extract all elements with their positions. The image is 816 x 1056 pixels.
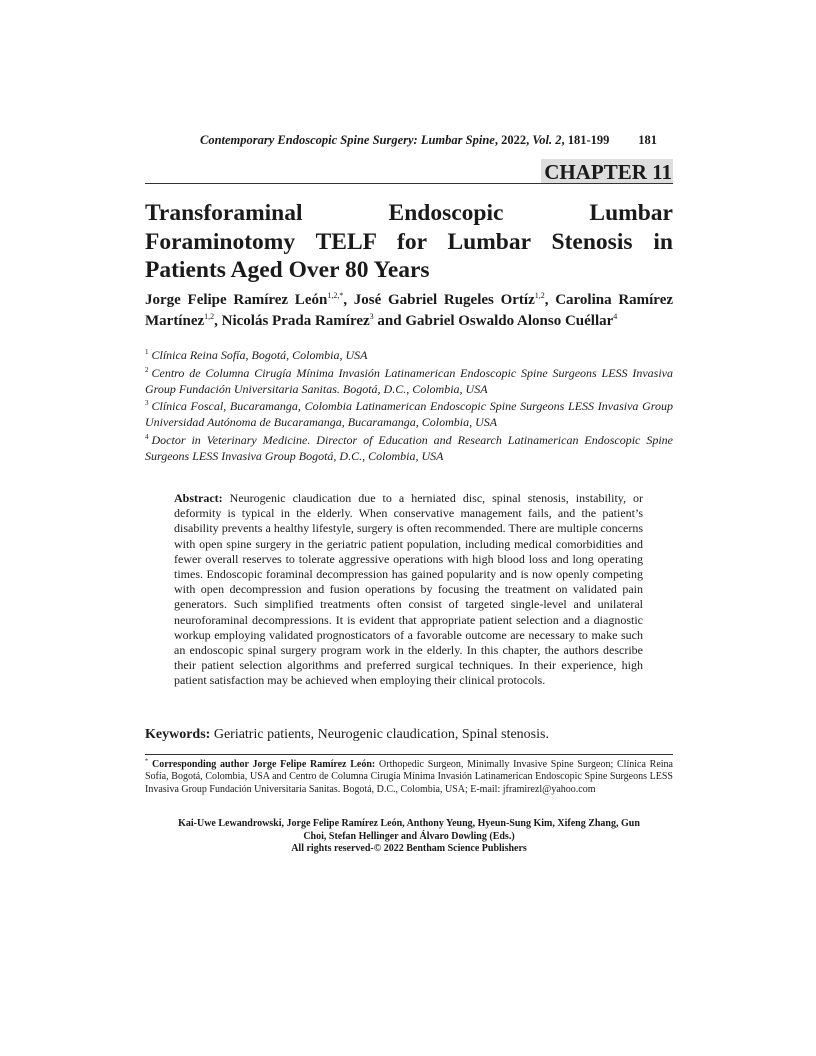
affiliation-text: Centro de Columna Cirugía Mínima Invasión Latinamerican Endoscopic Spine Surgeons LESS Invasiva Group Fundación Universitaria Sanitas. Bogotá, D.C., Colombia, USA (145, 365, 673, 396)
footnote-mark: * (145, 757, 149, 765)
abstract-label: Abstract: (174, 491, 223, 505)
author-affiliation-mark: 1,2 (534, 291, 545, 300)
chapter-divider (145, 183, 673, 184)
affiliation (145, 398, 673, 430)
affiliation-text: Clínica Foscal, Bucaramanga, Colombia Latinamerican Endoscopic Spine Surgeons LESS Invasiva Group Universidad Autónoma de Bucaramanga, Bucaramanga, Colombia, USA (145, 399, 673, 429)
affiliation-number: 1 (145, 348, 149, 356)
abstract-text: Neurogenic claudication due to a herniated disc, spinal stenosis, instability, or deformity is typical in the elderly. When conservative management fails, and the patient’s disability prevents a healthy lifestyle, surgery is often recommended. There are multiple concerns with open spine surgery in the geriatric patient population, including medical comorbidities and fewer overall reserves to tolerate aggressive operations with high blood loss and long operating times. Endoscopic foraminal decompression has gained popularity and is now openly competing with open decompression and fusion operations by focusing the treatment on validated pain generators. Such simplified treatments often consist of targeted single-level and unilateral neuroforaminal decompressions. It is evident that appropriate patient selection and a diagnostic workup employing validated prognosticators of a favorable outcome are necessary to make such an endoscopic spinal surgery program work in the elderly. In this chapter, the authors describe their patient selection algorithms and preferred surgical techniques. In their experience, high patient satisfaction may be achieved when employing their clinical protocols. (174, 491, 643, 688)
author-affiliation-mark: 4 (613, 312, 618, 321)
author-name: José Gabriel Rugeles Ortíz (353, 292, 535, 308)
journal-pages: , 181-199 (561, 133, 610, 147)
affiliation-text: Clínica Reina Sofía, Bogotá, Colombia, USA (151, 348, 368, 362)
author-affiliation-mark: 3 (369, 312, 374, 321)
editors-block (170, 818, 648, 856)
footnote-divider (145, 754, 673, 755)
keywords (145, 727, 673, 743)
keywords-label: Keywords: (145, 727, 211, 742)
author-affiliation-mark: 1,2,* (327, 291, 344, 300)
affiliation (145, 432, 673, 464)
journal-title: Contemporary Endoscopic Spine Surgery: Lumbar Spine (200, 133, 495, 147)
author-separator: and (373, 313, 406, 329)
chapter-label: CHAPTER 11 (541, 159, 673, 183)
affiliation-number: 4 (145, 432, 149, 441)
author-separator: , (343, 292, 354, 308)
title-line: Transforaminal Endoscopic Lumbar (145, 200, 673, 226)
affiliation-list (145, 347, 673, 465)
journal-volume: Vol. 2 (532, 133, 562, 147)
page-number: 181 (638, 133, 657, 147)
author-separator: , (214, 313, 222, 329)
title-line: Patients Aged Over 80 Years (145, 257, 430, 283)
author-affiliation-mark: 1,2 (204, 312, 215, 321)
author-name: Jorge Felipe Ramírez León (145, 292, 328, 308)
abstract (174, 491, 643, 689)
copyright-line: All rights reserved-© 2022 Bentham Science Publishers (291, 843, 527, 854)
affiliation-text: Doctor in Veterinary Medicine. Director of Education and Research Latinamerican Endoscopic Spine Surgeons LESS Invasiva Group Bogotá, D.C., Colombia, USA (145, 432, 673, 463)
corresponding-author-footnote (145, 759, 673, 796)
author-name: Gabriel Oswaldo Alonso Cuéllar (405, 313, 614, 329)
affiliation (145, 365, 673, 397)
editors-names: Kai-Uwe Lewandrowski, Jorge Felipe Ramírez León, Anthony Yeung, Hyeun-Sung Kim, Xifeng Zhang, Gun Choi, Stefan Hellinger and Álvaro Dowling (Eds.) (178, 818, 640, 842)
chapter-title (145, 199, 673, 285)
footnote-text: Orthopedic Surgeon, Minimally Invasive Spine Surgeon; Clínica Reina Sofía, Bogotá, Colombia, USA and Centro de Columna Cirugía Mínima Invasión Latinamerican Endoscopic Spine Surgeons LESS Invasiva Group Fundación Universitaria Sanitas. Bogotá, D.C., Colombia, USA; E-mail: jframirezl@yahoo.com (145, 759, 673, 795)
keywords-text: Geriatric patients, Neurogenic claudication, Spinal stenosis. (210, 727, 549, 742)
title-line: Foraminotomy TELF for Lumbar Stenosis in (145, 228, 673, 255)
author-name: Nicolás Prada Ramírez (221, 313, 370, 329)
affiliation-number: 3 (145, 399, 149, 407)
affiliation-number: 2 (145, 365, 149, 374)
footnote-label: Corresponding author Jorge Felipe Ramírez León: (148, 759, 376, 770)
author-list (145, 290, 673, 332)
affiliation (145, 347, 673, 363)
author-separator: , (544, 292, 556, 308)
journal-year: , 2022, (494, 133, 533, 147)
journal-citation (200, 133, 609, 148)
author-name: Carolina Ramírez Martínez (145, 292, 674, 329)
